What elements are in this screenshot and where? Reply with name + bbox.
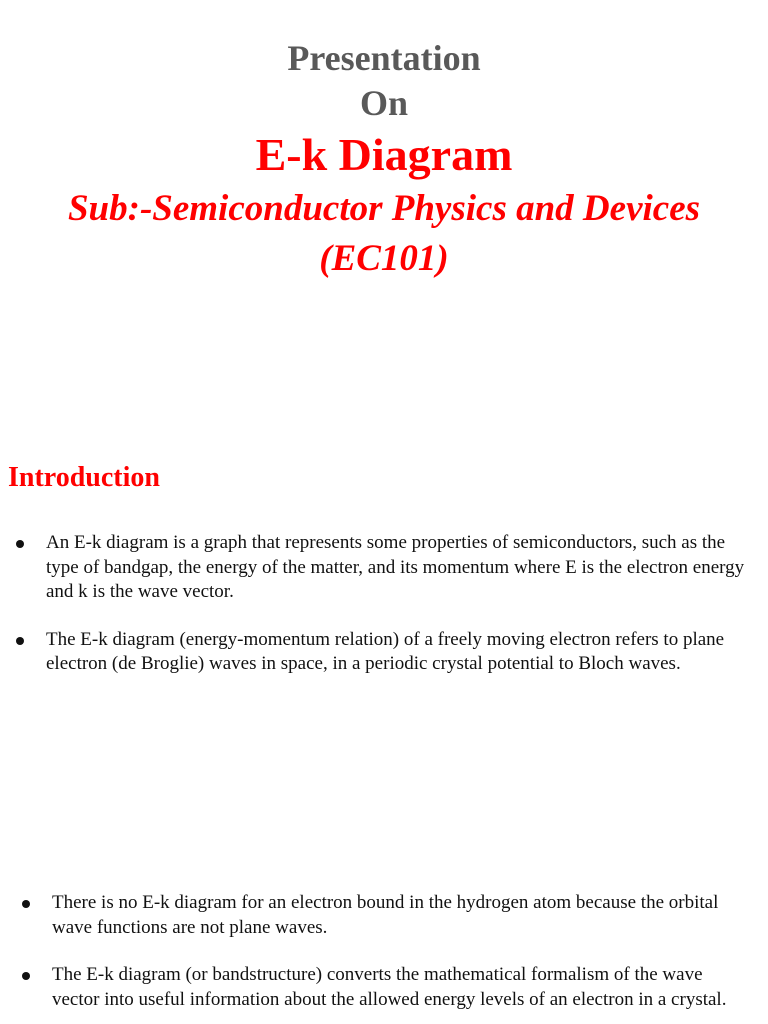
- bullet-icon: [16, 540, 24, 548]
- bullet-text: The E-k diagram (or bandstructure) converts the mathematical formalism of the wave vector into useful information about the allowed energy levels of an electron in a crystal.: [52, 964, 727, 1010]
- title-on: On: [359, 83, 409, 123]
- list-item: [14, 628, 754, 677]
- introduction-heading: Introduction: [8, 462, 160, 493]
- introduction-bullet-list: [14, 531, 754, 700]
- main-title: E-k Diagram: [255, 129, 513, 180]
- list-item: [20, 891, 750, 940]
- continued-bullet-list: [20, 891, 750, 1024]
- title-block: [0, 36, 768, 284]
- bullet-icon: [16, 637, 24, 645]
- bullet-text: The E-k diagram (energy-momentum relation) of a freely moving electron refers to plane electron (de Broglie) waves in space, in a periodic crystal potential to Bloch waves.: [46, 628, 725, 674]
- title-presentation: Presentation: [287, 38, 481, 78]
- bullet-text: An E-k diagram is a graph that represents some properties of semiconductors, such as the type of bandgap, the energy of the matter, and its momentum where E is the electron energy and k is the wave vector.: [46, 532, 745, 602]
- list-item: [14, 531, 754, 605]
- bullet-text: There is no E-k diagram for an electron bound in the hydrogen atom because the orbital wave functions are not plane waves.: [52, 892, 719, 938]
- subject-title: Sub:-Semiconductor Physics and Devices: [67, 188, 701, 229]
- list-item: [20, 963, 750, 1012]
- bullet-icon: [22, 972, 30, 980]
- subject-code: (EC101): [319, 238, 449, 279]
- bullet-icon: [22, 900, 30, 908]
